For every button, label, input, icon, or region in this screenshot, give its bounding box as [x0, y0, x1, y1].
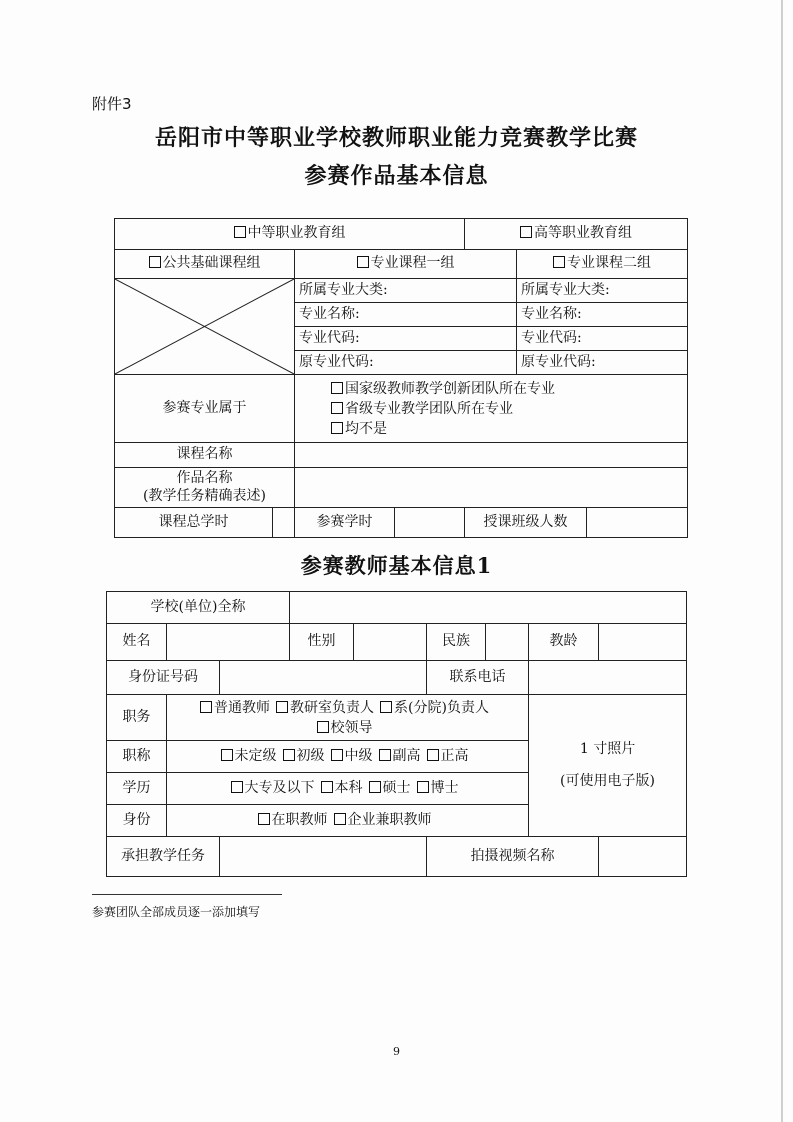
position-label: 职务 — [107, 695, 167, 741]
checkbox[interactable] — [427, 749, 439, 761]
checkbox[interactable] — [369, 781, 381, 793]
checkbox[interactable] — [520, 226, 532, 238]
option-label: 企业兼职教师 — [347, 811, 432, 828]
major-field-b[interactable]: 所属专业大类: — [517, 279, 688, 303]
option-in-service-teacher[interactable] — [258, 812, 328, 830]
document-title: 岳阳市中等职业学校教师职业能力竞赛教学比赛 — [154, 125, 638, 151]
work-name-label-line1: 作品名称 — [176, 470, 233, 486]
option-label: 普通教师 — [214, 699, 271, 716]
option-label: 教研室负责人 — [290, 699, 375, 716]
group-option-label: 高等职业教育组 — [534, 225, 632, 242]
education-options — [167, 773, 529, 805]
footnote-divider — [92, 894, 282, 895]
school-field[interactable] — [290, 592, 687, 624]
ethnicity-cell — [427, 624, 529, 661]
option-label: 校领导 — [330, 719, 373, 736]
option-label: 正高 — [440, 747, 469, 764]
option-label: 大专及以下 — [244, 779, 315, 796]
video-field[interactable] — [599, 837, 687, 877]
group-option-label: 中等职业教育组 — [247, 225, 346, 242]
option-neither[interactable] — [331, 419, 683, 439]
option-label: 在职教师 — [271, 811, 328, 828]
work-name-field[interactable] — [295, 468, 688, 508]
course-option-cell[interactable] — [517, 250, 688, 279]
course-name-label: 课程名称 — [115, 443, 295, 468]
option-provincial-team[interactable] — [331, 399, 683, 419]
work-name-label — [115, 468, 295, 508]
checkbox[interactable] — [331, 402, 343, 414]
document-subtitle: 参赛作品基本信息 — [304, 163, 489, 189]
option-college-or-below[interactable] — [231, 780, 315, 798]
crossed-out-cell — [115, 279, 295, 375]
school-label: 学校(单位)全称 — [107, 592, 290, 624]
course-option-label: 专业课程二组 — [567, 255, 651, 272]
work-name-label-line2: (教学任务精确表述) — [143, 487, 266, 504]
major-code-field-a[interactable]: 专业代码: — [295, 327, 517, 351]
cross-lines — [115, 279, 294, 374]
option-label: 省级专业教学团队所在专业 — [345, 400, 513, 417]
teaching-years-field[interactable] — [599, 624, 687, 661]
checkbox[interactable] — [258, 813, 270, 825]
course-option-cell[interactable] — [295, 250, 517, 279]
old-major-code-field-a[interactable]: 原专业代码: — [295, 351, 517, 375]
name-field[interactable] — [167, 624, 290, 661]
contest-hours-label: 参赛学时 — [295, 508, 395, 538]
education-label: 学历 — [107, 773, 167, 805]
teacher-info-table — [106, 591, 687, 877]
course-option-label: 公共基础课程组 — [162, 255, 261, 272]
gender-field[interactable] — [354, 624, 427, 661]
gender-label: 性别 — [290, 624, 354, 661]
identity-options — [167, 805, 529, 837]
contest-hours-field[interactable] — [395, 508, 465, 538]
option-label: 中级 — [344, 747, 373, 764]
teacher-section-title: 参赛教师基本信息1 — [300, 553, 493, 578]
checkbox[interactable] — [200, 701, 212, 713]
option-label: 硕士 — [382, 779, 411, 796]
checkbox[interactable] — [234, 226, 246, 238]
task-label: 承担教学任务 — [107, 837, 220, 877]
option-label: 副高 — [392, 747, 421, 764]
option-intermediate[interactable] — [331, 748, 373, 766]
participating-major-label: 参赛专业属于 — [115, 375, 295, 443]
task-field[interactable] — [220, 837, 427, 877]
class-size-label: 授课班级人数 — [465, 508, 587, 538]
option-research-head[interactable] — [276, 698, 374, 718]
attachment-label: 附件3 — [92, 95, 132, 113]
checkbox[interactable] — [331, 749, 343, 761]
checkbox[interactable] — [149, 256, 161, 268]
title-label: 职称 — [107, 741, 167, 773]
title-options — [167, 741, 529, 773]
major-name-field-a[interactable]: 专业名称: — [295, 303, 517, 327]
id-label: 身份证号码 — [107, 661, 220, 695]
checkbox[interactable] — [321, 781, 333, 793]
checkbox[interactable] — [317, 721, 329, 733]
course-option-cell[interactable] — [115, 250, 295, 279]
phone-label: 联系电话 — [427, 661, 529, 695]
major-name-field-b[interactable]: 专业名称: — [517, 303, 688, 327]
option-department-head[interactable] — [380, 698, 489, 718]
option-label: 系(分院)负责人 — [394, 699, 489, 716]
checkbox[interactable] — [417, 781, 429, 793]
checkbox[interactable] — [231, 781, 243, 793]
option-master[interactable] — [369, 780, 411, 798]
class-size-field[interactable] — [587, 508, 688, 538]
checkbox[interactable] — [357, 256, 369, 268]
video-label: 拍摄视频名称 — [427, 837, 599, 877]
checkbox[interactable] — [283, 749, 295, 761]
total-hours-field[interactable] — [273, 508, 295, 538]
page-number: 9 — [393, 1045, 400, 1058]
old-major-code-field-b[interactable]: 原专业代码: — [517, 351, 688, 375]
course-name-field[interactable] — [295, 443, 688, 468]
ethnicity-field[interactable] — [486, 624, 528, 660]
group-option-cell[interactable] — [465, 219, 688, 250]
option-school-leader[interactable] — [317, 718, 373, 738]
position-options — [167, 695, 529, 741]
option-associate-senior[interactable] — [379, 748, 421, 766]
checkbox[interactable] — [553, 256, 565, 268]
footnote: 参赛团队全部成员逐一添加填写 — [92, 905, 261, 919]
option-senior[interactable] — [427, 748, 469, 766]
participating-major-options — [295, 375, 688, 443]
major-field-a[interactable]: 所属专业大类: — [295, 279, 517, 303]
checkbox[interactable] — [334, 813, 346, 825]
option-label: 博士 — [430, 779, 459, 796]
major-code-field-b[interactable]: 专业代码: — [517, 327, 688, 351]
option-label: 本科 — [334, 779, 363, 796]
option-unranked[interactable] — [221, 748, 277, 766]
phone-field[interactable] — [529, 661, 687, 695]
photo-box[interactable] — [529, 695, 687, 837]
photo-hint: (可使用电子版) — [560, 772, 655, 789]
checkbox[interactable] — [331, 422, 343, 434]
option-junior[interactable] — [283, 748, 325, 766]
id-field[interactable] — [220, 661, 427, 695]
option-bachelor[interactable] — [321, 780, 363, 798]
option-national-team[interactable] — [331, 379, 683, 399]
checkbox[interactable] — [379, 749, 391, 761]
option-label: 初级 — [296, 747, 325, 764]
option-label: 国家级教师教学创新团队所在专业 — [345, 380, 555, 397]
option-label: 均不是 — [345, 420, 387, 437]
checkbox[interactable] — [380, 701, 392, 713]
ethnicity-label: 民族 — [427, 624, 486, 660]
checkbox[interactable] — [221, 749, 233, 761]
checkbox[interactable] — [331, 382, 343, 394]
option-regular-teacher[interactable] — [200, 698, 270, 718]
course-option-label: 专业课程一组 — [370, 255, 455, 272]
total-hours-label: 课程总学时 — [115, 508, 273, 538]
checkbox[interactable] — [276, 701, 288, 713]
teaching-years-label: 教龄 — [529, 624, 599, 661]
option-doctor[interactable] — [417, 780, 459, 798]
photo-label: 1 寸照片 — [579, 741, 636, 757]
name-label: 姓名 — [107, 624, 167, 661]
work-info-table — [114, 218, 688, 538]
group-option-cell[interactable] — [115, 219, 465, 250]
option-enterprise-part-time-teacher[interactable] — [334, 812, 432, 830]
option-label: 未定级 — [234, 747, 277, 764]
identity-label: 身份 — [107, 805, 167, 837]
